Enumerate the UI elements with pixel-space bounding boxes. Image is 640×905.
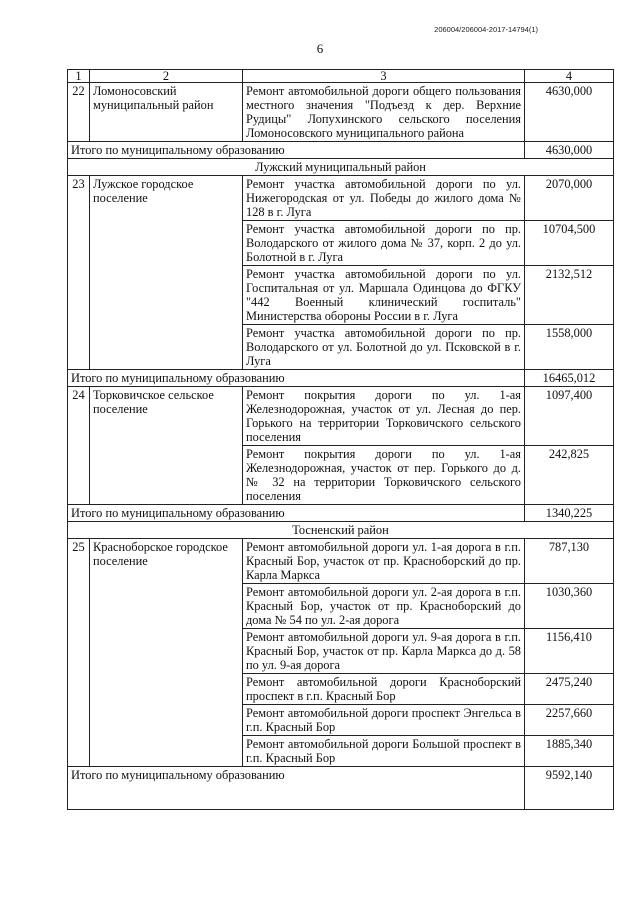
region-heading: Лужский муниципальный район: [68, 159, 614, 176]
column-number: 3: [243, 70, 525, 83]
total-label: Итого по муниципальному образованию: [68, 767, 525, 810]
work-description: Ремонт покрытия дороги по ул. 1-ая Железнодорожная, участок от ул. Лесная до пер. Горького на территории Торковичского сельского поселения: [243, 387, 525, 446]
total-label: Итого по муниципальному образованию: [68, 370, 525, 387]
table-row: [68, 387, 614, 446]
work-description: Ремонт участка автомобильной дороги по пр. Володарского от ул. Болотной до ул. Псковской в г. Луга: [243, 325, 525, 370]
work-description: Ремонт автомобильной дороги ул. 9-ая дорога в г.п. Красный Бор, участок от пр. Карла Маркса до д. 58 по ул. 9-ая дорога: [243, 629, 525, 674]
total-row: [68, 767, 614, 810]
amount: 2257,660: [525, 705, 614, 736]
work-description: Ремонт автомобильной дороги Красноборский проспект в г.п. Красный Бор: [243, 674, 525, 705]
municipality-name: Красноборское городское поселение: [90, 539, 243, 767]
total-row: [68, 370, 614, 387]
amount: 1558,000: [525, 325, 614, 370]
region-row: [68, 522, 614, 539]
table-row: [68, 539, 614, 584]
region-row: [68, 159, 614, 176]
total-amount: 9592,140: [525, 767, 614, 810]
work-description: Ремонт автомобильной дороги проспект Энгельса в г.п. Красный Бор: [243, 705, 525, 736]
work-description: Ремонт участка автомобильной дороги по ул. Госпитальная от ул. Маршала Одинцова до ФГКУ "442 Военный клинический госпиталь" Министерства обороны России в г. Луга: [243, 266, 525, 325]
region-heading: Тосненский район: [68, 522, 614, 539]
item-number: 25: [68, 539, 90, 767]
work-description: Ремонт автомобильной дороги Большой проспект в г.п. Красный Бор: [243, 736, 525, 767]
total-row: [68, 142, 614, 159]
total-amount: 1340,225: [525, 505, 614, 522]
page-number: 6: [316, 41, 324, 56]
work-description: Ремонт автомобильной дороги ул. 1-ая дорога в г.п. Красный Бор, участок от пр. Красноборский до пр. Карла Маркса: [243, 539, 525, 584]
amount: 787,130: [525, 539, 614, 584]
table-row: [68, 83, 614, 142]
amount: 2475,240: [525, 674, 614, 705]
work-description: Ремонт участка автомобильной дороги по пр. Володарского от жилого дома № 37, корп. 2 до ул. Болотной в г. Луга: [243, 221, 525, 266]
total-label: Итого по муниципальному образованию: [68, 142, 525, 159]
amount: 10704,500: [525, 221, 614, 266]
work-description: Ремонт автомобильной дороги общего пользования местного значения "Подъезд к дер. Верхние Рудицы" Лопухинского сельского поселения Ломоносовского муниципального района: [243, 83, 525, 142]
amount: 2132,512: [525, 266, 614, 325]
item-number: 22: [68, 83, 90, 142]
municipality-name: Лужское городское поселение: [90, 176, 243, 370]
total-row: [68, 505, 614, 522]
amount: 2070,000: [525, 176, 614, 221]
municipality-name: Ломоносовский муниципальный район: [90, 83, 243, 142]
total-label: Итого по муниципальному образованию: [68, 505, 525, 522]
column-number: 2: [90, 70, 243, 83]
municipality-name: Торковичское сельское поселение: [90, 387, 243, 505]
item-number: 23: [68, 176, 90, 370]
amount: 1885,340: [525, 736, 614, 767]
column-number: 1: [68, 70, 90, 83]
item-number: 24: [68, 387, 90, 505]
total-amount: 4630,000: [525, 142, 614, 159]
document-id: 206004/206004-2017-14794(1): [434, 25, 538, 34]
works-table: [67, 69, 614, 810]
work-description: Ремонт участка автомобильной дороги по ул. Нижегородская от ул. Победы до жилого дома № 128 в г. Луга: [243, 176, 525, 221]
work-description: Ремонт автомобильной дороги ул. 2-ая дорога в г.п. Красный Бор, участок от пр. Красноборский до дома № 54 по ул. 2-ая дорога: [243, 584, 525, 629]
work-description: Ремонт покрытия дороги по ул. 1-ая Железнодорожная, участок от пер. Горького до д. № 32 на территории Торковичского сельского поселения: [243, 446, 525, 505]
table-row: [68, 176, 614, 221]
amount: 1156,410: [525, 629, 614, 674]
amount: 1030,360: [525, 584, 614, 629]
total-amount: 16465,012: [525, 370, 614, 387]
amount: 1097,400: [525, 387, 614, 446]
column-number: 4: [525, 70, 614, 83]
column-number-row: [68, 70, 614, 83]
amount: 242,825: [525, 446, 614, 505]
amount: 4630,000: [525, 83, 614, 142]
